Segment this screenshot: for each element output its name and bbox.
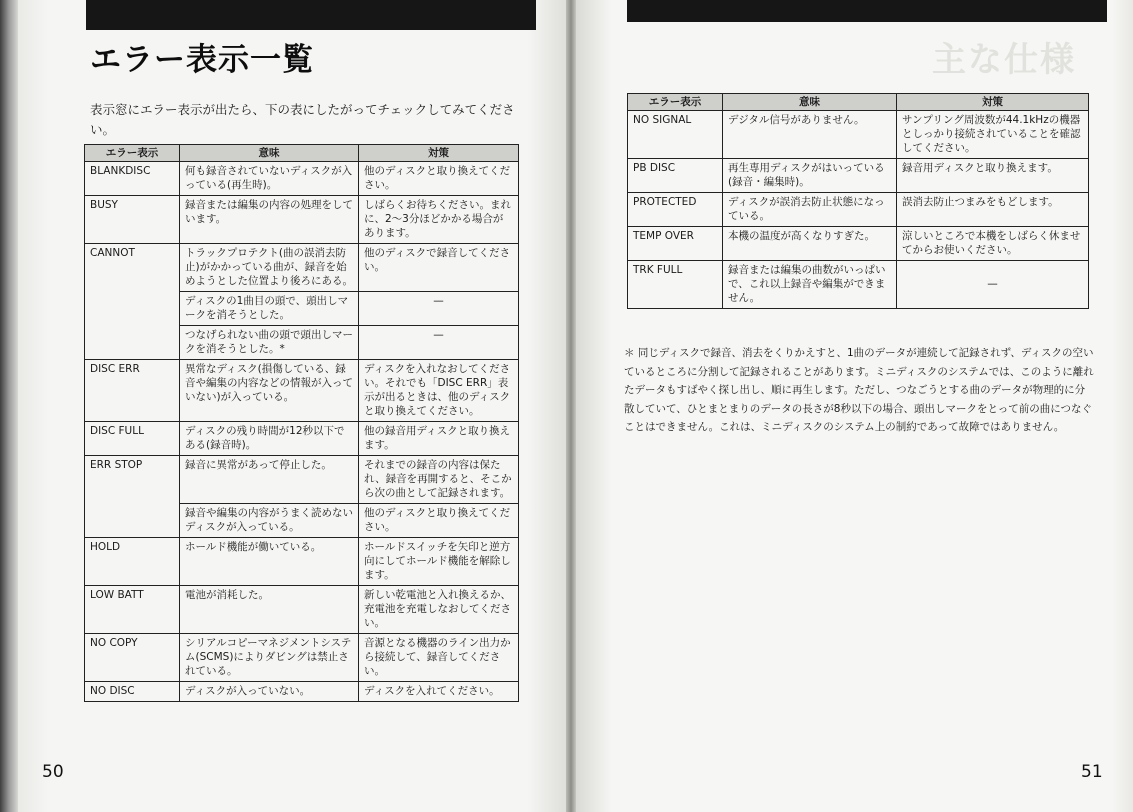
error-code: BUSY — [85, 196, 180, 244]
error-code: PROTECTED — [628, 193, 723, 227]
error-meaning: 録音や編集の内容がうまく読めないディスクが入っている。 — [180, 504, 359, 538]
error-meaning: ディスクが誤消去防止状態になっている。 — [723, 193, 897, 227]
error-meaning: ディスクが入っていない。 — [180, 682, 359, 702]
error-meaning: 本機の温度が高くなりすぎた。 — [723, 227, 897, 261]
error-action: ディスクを入れてください。 — [359, 682, 519, 702]
error-meaning: 録音または編集の曲数がいっぱいで、これ以上録音や編集ができません。 — [723, 261, 897, 309]
page-number: 51 — [1081, 762, 1103, 782]
table-row — [85, 634, 519, 682]
error-meaning: デジタル信号がありません。 — [723, 111, 897, 159]
error-code: DISC FULL — [85, 422, 180, 456]
error-meaning: つなげられない曲の頭で頭出しマークを消そうとした。* — [180, 326, 359, 360]
error-code: TEMP OVER — [628, 227, 723, 261]
table-row — [85, 422, 519, 456]
error-code: DISC ERR — [85, 360, 180, 422]
table-row — [85, 538, 519, 586]
bleed-through-title: 主な仕様 — [932, 40, 1076, 80]
table-row — [85, 196, 519, 244]
error-action: — — [359, 326, 519, 360]
error-meaning: 電池が消耗した。 — [180, 586, 359, 634]
book-binding — [566, 0, 576, 812]
header-code: エラー表示 — [85, 145, 180, 162]
error-meaning: ホールド機能が働いている。 — [180, 538, 359, 586]
error-action: ディスクを入れなおしてください。それでも「DISC ERR」表示が出るときは、他のディスクと取り換えてください。 — [359, 360, 519, 422]
table-row — [85, 586, 519, 634]
error-action: 他のディスクと取り換えてください。 — [359, 162, 519, 196]
table-row — [628, 159, 1089, 193]
header-action: 対策 — [359, 145, 519, 162]
error-code: BLANKDISC — [85, 162, 180, 196]
header-band — [86, 0, 536, 30]
error-meaning: 何も録音されていないディスクが入っている(再生時)。 — [180, 162, 359, 196]
error-meaning: シリアルコピーマネジメントシステム(SCMS)によりダビングは禁止されている。 — [180, 634, 359, 682]
page-edge — [0, 0, 18, 812]
error-action: 誤消去防止つまみをもどします。 — [897, 193, 1089, 227]
error-code: CANNOT — [85, 244, 180, 360]
error-action: — — [897, 261, 1089, 309]
table-row — [628, 227, 1089, 261]
error-code: PB DISC — [628, 159, 723, 193]
error-code: LOW BATT — [85, 586, 180, 634]
error-action: 新しい乾電池と入れ換えるか、充電池を充電しなおしてください。 — [359, 586, 519, 634]
error-meaning: 録音に異常があって停止した。 — [180, 456, 359, 504]
header-band — [627, 0, 1107, 22]
error-table-right — [627, 93, 1089, 309]
header-meaning: 意味 — [723, 94, 897, 111]
table-row — [85, 360, 519, 422]
page-title: エラー表示一覧 — [90, 42, 314, 78]
error-meaning: ディスクの残り時間が12秒以下である(録音時)。 — [180, 422, 359, 456]
table-row — [628, 111, 1089, 159]
error-meaning: ディスクの1曲目の頭で、頭出しマークを消そうとした。 — [180, 292, 359, 326]
header-code: エラー表示 — [628, 94, 723, 111]
error-code: ERR STOP — [85, 456, 180, 538]
error-action: 他のディスクで録音してください。 — [359, 244, 519, 292]
intro-text: 表示窓にエラー表示が出たら、下の表にしたがってチェックしてみてください。 — [90, 102, 515, 137]
error-action: 録音用ディスクと取り換えます。 — [897, 159, 1089, 193]
error-action: 他の録音用ディスクと取り換えます。 — [359, 422, 519, 456]
table-row — [85, 456, 519, 504]
header-meaning: 意味 — [180, 145, 359, 162]
error-action: しばらくお待ちください。まれに、2〜3分ほどかかる場合があります。 — [359, 196, 519, 244]
error-code: HOLD — [85, 538, 180, 586]
table-row — [85, 682, 519, 702]
table-row — [85, 244, 519, 292]
error-meaning: 録音または編集の内容の処理をしています。 — [180, 196, 359, 244]
page-number: 50 — [42, 762, 64, 782]
error-action: それまでの録音の内容は保たれ、録音を再開すると、そこから次の曲として記録されます。 — [359, 456, 519, 504]
error-action: 涼しいところで本機をしばらく休ませてからお使いください。 — [897, 227, 1089, 261]
table-row — [85, 162, 519, 196]
error-code: NO SIGNAL — [628, 111, 723, 159]
error-code: NO COPY — [85, 634, 180, 682]
error-action: ホールドスイッチを矢印と逆方向にしてホールド機能を解除します。 — [359, 538, 519, 586]
error-code: NO DISC — [85, 682, 180, 702]
error-code: TRK FULL — [628, 261, 723, 309]
right-page — [572, 0, 1133, 812]
error-meaning: トラックプロテクト(曲の誤消去防止)がかかっている曲が、録音を始めようとした位置より後ろにある。 — [180, 244, 359, 292]
error-action: — — [359, 292, 519, 326]
error-action: 他のディスクと取り換えてください。 — [359, 504, 519, 538]
table-row — [628, 261, 1089, 309]
error-table-left — [84, 144, 519, 702]
error-action: サンプリング周波数が44.1kHzの機器としっかり接続されていることを確認してください。 — [897, 111, 1089, 159]
header-action: 対策 — [897, 94, 1089, 111]
left-page — [18, 0, 570, 812]
footnote: ＊ 同じディスクで録音、消去をくりかえすと、1曲のデータが連続して記録されず、ディスクの空いているところに分割して記録されることがあります。ミニディスクのシステムでは、このように離れたデータもすばやく探し出し、順に再生します。ただし、つなごうとする曲のデータが物理的に分散していて、ひとまとまりのデータの長さが8秒以下の場合、頭出しマークをとって前の曲につなぐことはできません。これは、ミニディスクのシステム上の制約であって故障ではありません。 — [624, 347, 1094, 433]
table-row — [628, 193, 1089, 227]
error-meaning: 異常なディスク(損傷している、録音や編集の内容などの情報が入っていない)が入っている。 — [180, 360, 359, 422]
error-action: 音源となる機器のライン出力から接続して、録音してください。 — [359, 634, 519, 682]
error-meaning: 再生専用ディスクがはいっている(録音・編集時)。 — [723, 159, 897, 193]
